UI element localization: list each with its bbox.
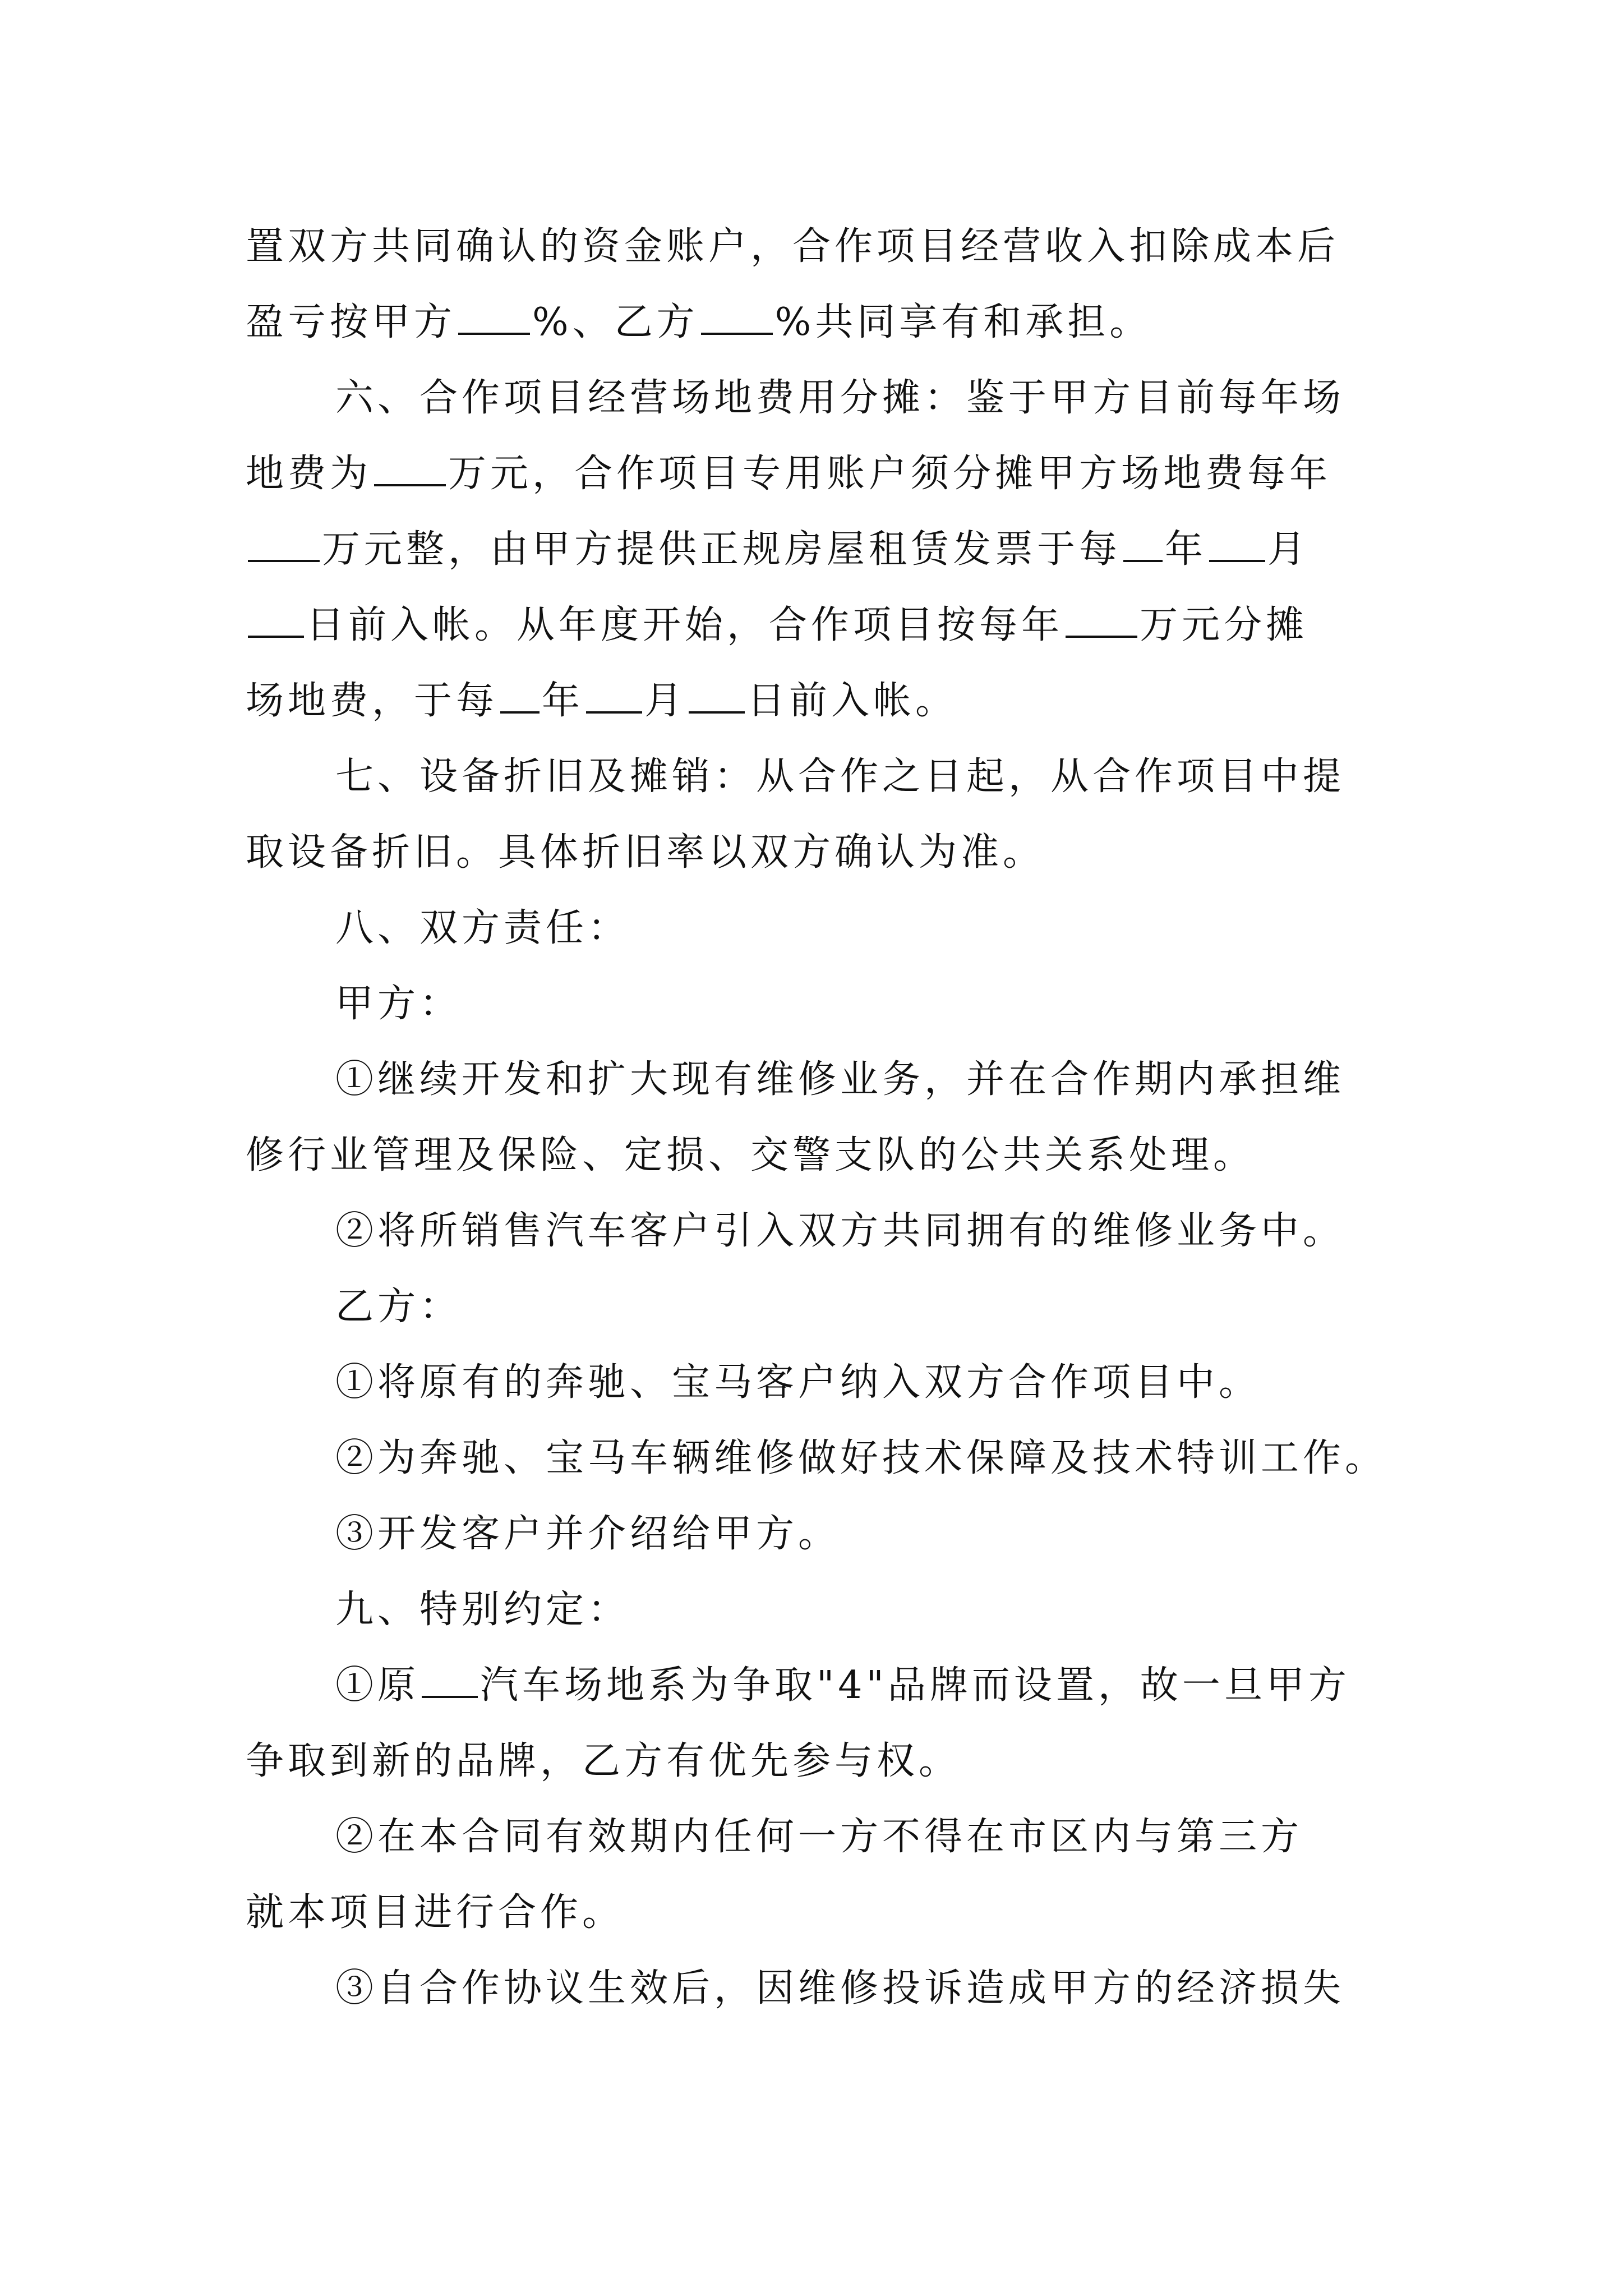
text-line: 修行业管理及保险、定损、交警支队的公共关系处理。 — [246, 1133, 1256, 1177]
list-item: ③开发客户并介绍给甲方。 — [335, 1512, 841, 1556]
list-item: ②将所销售汽车客户引入双方共同拥有的维修业务中。 — [335, 1209, 1345, 1253]
list-item: ①继续开发和扩大现有维修业务，并在合作期内承担维 — [335, 1057, 1345, 1102]
text-line: 就本项目进行合作。 — [246, 1890, 625, 1935]
fill-in-blank — [500, 679, 540, 714]
text-line: 盈亏按甲方 %、乙方 %共同享有和承担。 — [246, 300, 1152, 344]
list-item: ①原 汽车场地系为争取"4"品牌而设置，故一旦甲方 — [335, 1663, 1350, 1708]
text-line: 地费为 万元，合作项目专用账户须分摊甲方场地费每年 — [246, 452, 1332, 496]
text-line: 争取到新的品牌，乙方有优先参与权。 — [246, 1739, 961, 1783]
text-line: 取设备折旧。具体折旧率以双方确认为准。 — [246, 830, 1045, 875]
section-heading: 六、合作项目经营场地费用分摊：鉴于甲方目前每年场 — [335, 376, 1345, 420]
fill-in-blank — [689, 679, 745, 714]
fill-in-blank — [586, 679, 642, 714]
text-line: 场地费，于每 年 月 日前入帐。 — [246, 679, 958, 723]
section-heading: 九、特别约定： — [335, 1588, 630, 1632]
party-label: 甲方： — [335, 982, 462, 1026]
section-heading: 八、双方责任： — [335, 906, 630, 950]
fill-in-blank — [422, 1663, 478, 1698]
fill-in-blank — [248, 603, 304, 638]
list-item: ①将原有的奔驰、宝马客户纳入双方合作项目中。 — [335, 1360, 1261, 1405]
text-line: 置双方共同确认的资金账户，合作项目经营收入扣除成本后 — [246, 224, 1340, 269]
fill-in-blank — [374, 452, 446, 486]
fill-in-blank — [701, 300, 773, 335]
fill-in-blank — [248, 527, 320, 562]
fill-in-blank — [1209, 527, 1265, 562]
party-label: 乙方： — [335, 1285, 462, 1329]
fill-in-blank — [458, 300, 530, 335]
list-item: ③自合作协议生效后，因维修投诉造成甲方的经济损失 — [335, 1966, 1345, 2010]
fill-in-blank — [1066, 603, 1137, 638]
list-item: ②在本合同有效期内任何一方不得在市区内与第三方 — [335, 1815, 1303, 1859]
list-item: ②为奔驰、宝马车辆维修做好技术保障及技术特训工作。 — [335, 1436, 1387, 1480]
text-line: 日前入帐。从年度开始，合作项目按每年 万元分摊 — [246, 603, 1378, 648]
section-heading: 七、设备折旧及摊销：从合作之日起，从合作项目中提 — [335, 754, 1345, 799]
fill-in-blank — [1123, 527, 1163, 562]
text-line: 万元整，由甲方提供正规房屋租赁发票于每 年 月 — [246, 527, 1378, 572]
